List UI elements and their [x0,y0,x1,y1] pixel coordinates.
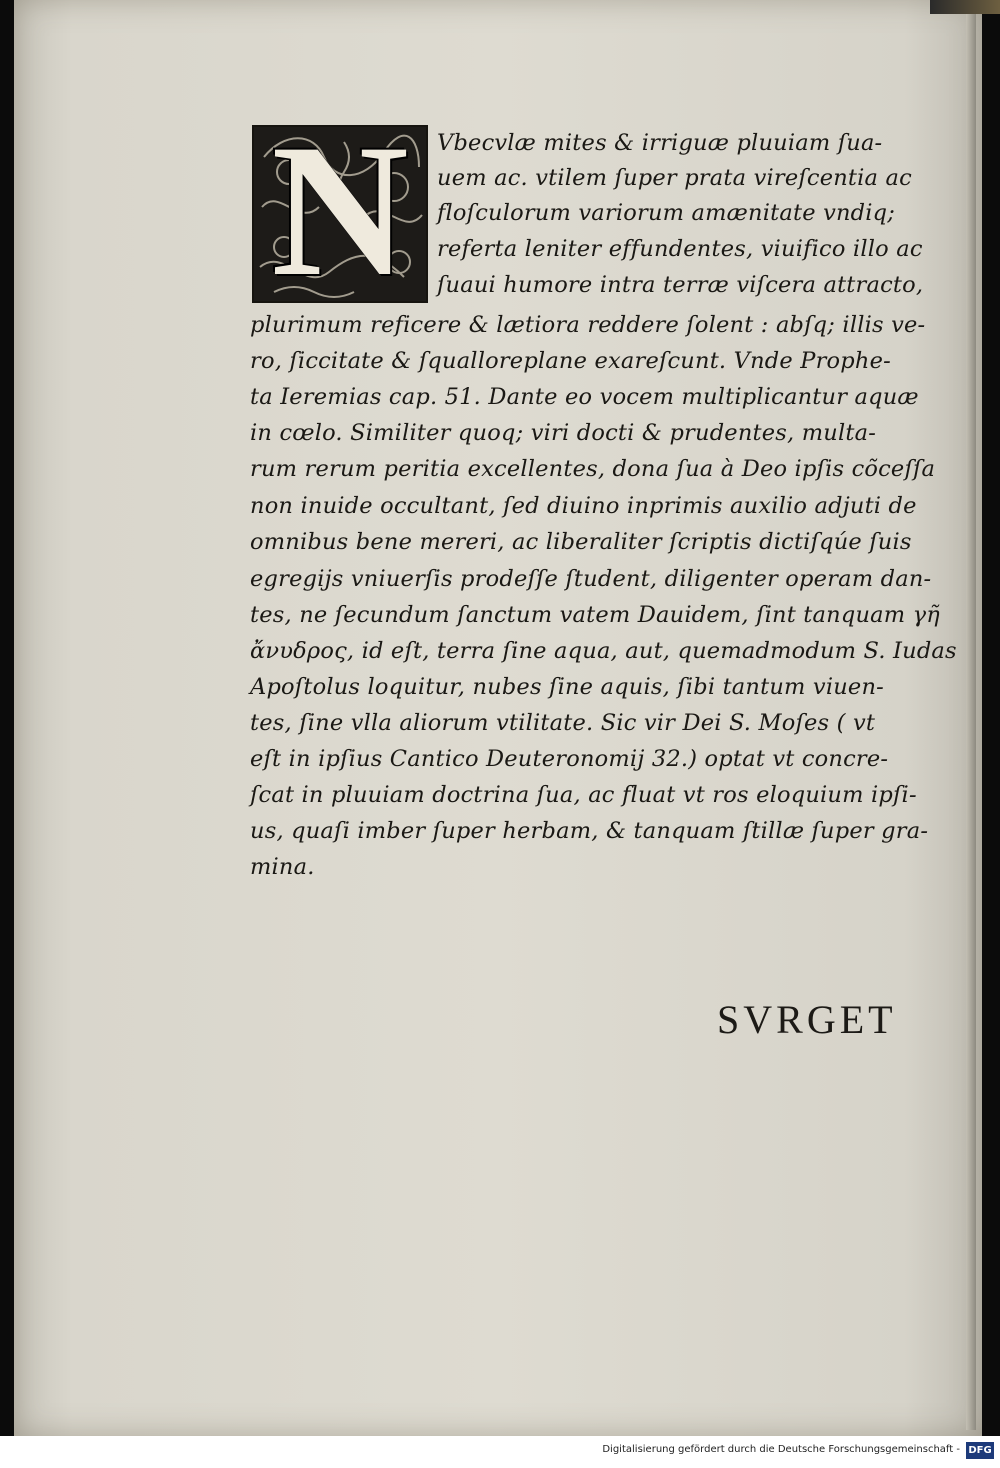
text-line: referta leniter effundentes, viuifico illo ac [437,236,923,262]
text-line: eſt in ipſius Cantico Deuteronomij 32.) optat vt concre- [250,746,889,772]
text-line: omnibus bene mereri, ac liberaliter ſcriptis dictiſqúe ſuis [250,529,912,555]
decorated-initial [252,125,428,303]
text-line: ἄνυδρος, id eſt, terra ſine aqua, aut, quemadmodum S. Iudas [250,638,957,664]
text-line: mina. [250,854,315,880]
text-line: floſculorum variorum amænitate vndiq; [437,200,896,226]
catchword: SVRGET [717,997,897,1042]
text-line: ſcat in pluuiam doctrina ſua, ac fluat vt ros eloquium ipſi- [250,782,917,808]
text-line: non inuide occultant, ſed diuino inprimis auxilio adjuti de [250,493,917,519]
text-line: Apoſtolus loquitur, nubes ſine aquis, ſibi tantum viuen- [250,674,884,700]
text-line: in cœlo. Similiter quoq; viri docti & prudentes, multa- [250,420,876,446]
scan-corner-mark [930,0,1000,14]
text-line: us, quaſi imber ſuper herbam, & tanquam ſtillæ ſuper gra- [250,818,929,844]
text-line: ſuaui humore intra terræ viſcera attracto, [437,272,924,298]
text-line: uem ac. vtilem ſuper prata vireſcentia ac [437,165,912,191]
text-line: ro, ſiccitate & ſqualloreplane exareſcunt. Vnde Prophe- [250,348,891,374]
text-line: ta Ieremias cap. 51. Dante eo vocem multiplicantur aquæ [250,384,919,410]
initial-letter: N [271,125,409,303]
text-line: tes, ne ſecundum ſanctum vatem Dauidem, ſint tanquam γῆ [250,602,940,628]
text-line: plurimum reficere & lætiora reddere ſolent : abſq; illis ve- [250,312,926,338]
text-line: tes, ſine vlla aliorum vtilitate. Sic vir Dei S. Moſes ( vt [250,710,876,736]
page-edge [966,10,976,1430]
text-line: egregijs vniuerſis prodeſſe ſtudent, diligenter operam dan- [250,566,932,592]
footer-bar [0,1436,1000,1468]
funding-credit: Digitalisierung gefördert durch die Deutsche Forschungsgemeinschaft - [602,1444,960,1455]
dfg-logo-icon: DFG [966,1442,994,1459]
text-line: rum rerum peritia excellentes, dona ſua à Deo ipſis cõceſſa [250,456,936,482]
text-line: Vbecvlæ mites & irriguæ pluuiam ſua- [437,130,883,156]
